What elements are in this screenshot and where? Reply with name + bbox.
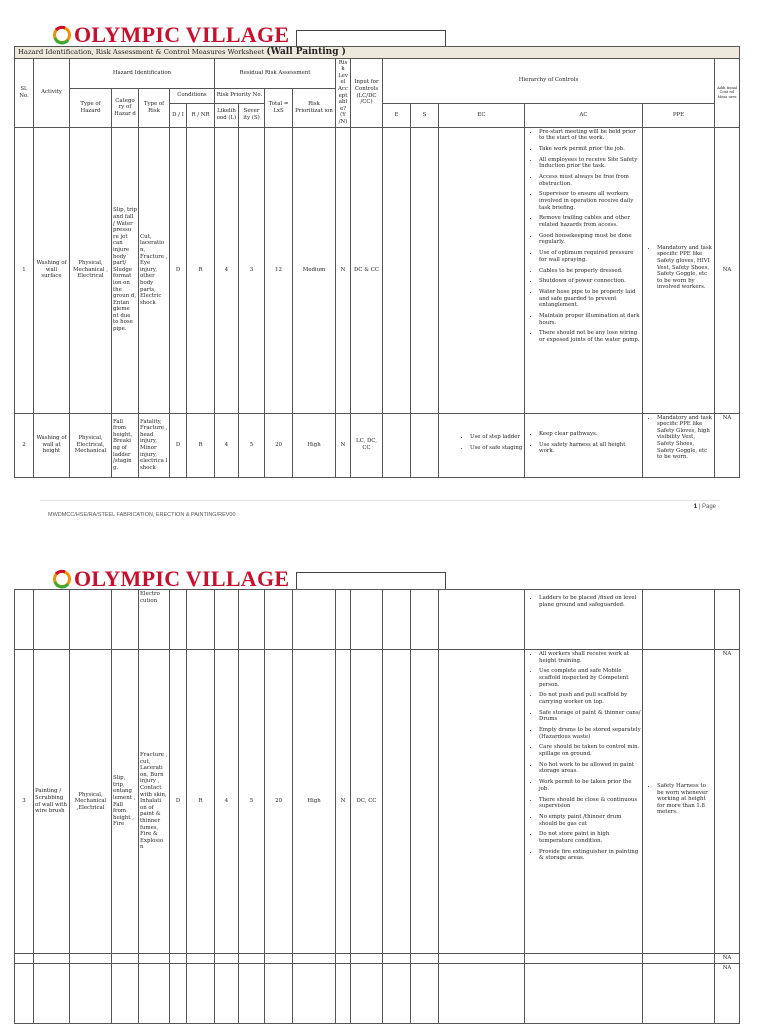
cell-type-of-hazard: Physical, Electrical, Mechanical xyxy=(70,413,112,477)
cell-s xyxy=(411,127,439,413)
cell-e xyxy=(383,127,411,413)
list-item: • Pre-start meeting will be held prior to the start of the work. xyxy=(539,129,641,142)
cell-d-i: D xyxy=(170,127,187,413)
cell-additional: NA xyxy=(715,413,740,477)
page-number: 1 | Page xyxy=(693,504,716,510)
header-severity: Sever ity (S) xyxy=(239,103,265,127)
list-item: • Empty drums to be stored separately (Hazardous waste) xyxy=(539,727,641,740)
risk-table-page-1 xyxy=(14,46,740,478)
cell-e xyxy=(383,413,411,477)
list-item: • Keep clear pathways. xyxy=(539,431,641,438)
cell-s xyxy=(411,413,439,477)
cell-input: LC, DC, CC xyxy=(351,413,383,477)
cell-total: 20 xyxy=(265,650,293,954)
header-r-nr: R / NR xyxy=(187,103,215,127)
ac-list xyxy=(526,129,641,344)
cell-category: Slip, trip, entang lement , Fall from height , Fire xyxy=(112,650,139,954)
cell-activity: Washing of wall surface xyxy=(34,127,70,413)
brand-name: OLYMPIC VILLAGE xyxy=(74,566,290,591)
list-item: • There should not be any lose wiring or exposed joints of the water pump. xyxy=(539,330,641,343)
list-item: • Use safety harness at all height work. xyxy=(539,442,641,455)
table-row xyxy=(15,127,740,413)
cell-risk: Electro cution xyxy=(139,590,170,650)
cell-sl: 2 xyxy=(15,413,34,477)
header-input-controls: Input for Controls (LC/DC /CC) xyxy=(351,58,383,127)
list-item: • Shutdown of power connection. xyxy=(539,278,641,285)
list-item: • Mandatory and task specific PPE like Safety gloves, HIVI Vest, Safety Shoes, Safety Goggle, etc to be worn by involved workers. xyxy=(657,245,713,291)
header-hierarchy: Hierarchy of Controls xyxy=(383,58,715,103)
cell-likelihood: 4 xyxy=(215,127,239,413)
ac-list xyxy=(526,595,641,608)
list-item: • There should be close & continuous supervision xyxy=(539,797,641,810)
ppe-list xyxy=(644,245,713,291)
list-item: • Supervisor to ensure all workers involved in operation receive daily task briefing. xyxy=(539,191,641,211)
cell-additional: NA xyxy=(715,650,740,954)
cell-severity: 3 xyxy=(239,127,265,413)
cell-additional: NA xyxy=(715,964,740,1024)
list-item: • Work permit to be taken prior the job. xyxy=(539,779,641,792)
cell-sl: 3 xyxy=(15,650,34,954)
cell-ac xyxy=(525,127,643,413)
list-item: • Cables to be properly dressed. xyxy=(539,268,641,275)
list-item: • All workers shall receive work at height training. xyxy=(539,651,641,664)
cell-risk: Fracture , cut, Lacerati on, Burn injury , Contact with skin, Inhalati on of paint & thinner fumes, Fire & Explosio n xyxy=(139,650,170,954)
table-row xyxy=(15,954,740,964)
list-item: • Ladders to be placed /fixed on level plane ground and safeguarded. xyxy=(539,595,641,608)
header-likelihood: Likelih ood (L) xyxy=(215,103,239,127)
cell-likelihood: 4 xyxy=(215,413,239,477)
list-item: • Good housekeeping must be done regularly. xyxy=(539,233,641,246)
cell-e xyxy=(383,650,411,954)
footer-divider xyxy=(40,500,720,501)
header-ppe: PPE xyxy=(643,103,715,127)
brand-logo xyxy=(52,22,289,48)
list-item: • Use of safe staging xyxy=(470,445,523,452)
cell-acceptable: N xyxy=(336,127,351,413)
cell-r-nr: R xyxy=(187,127,215,413)
cell-sl: 1 xyxy=(15,127,34,413)
ppe-list xyxy=(644,415,713,461)
list-item: • Safety Harness to be worn whenever working at height for more than 1.8 meters. xyxy=(657,783,713,816)
header-ec: EC xyxy=(439,103,525,127)
header-conditions: Conditions xyxy=(170,88,215,103)
list-item: • Care should be taken to control min. spillage on ground. xyxy=(539,744,641,757)
cell-likelihood: 4 xyxy=(215,650,239,954)
cell-type-of-hazard: Physical, Mechanical ,Electrical xyxy=(70,650,112,954)
list-item: • No hot work to be allowed in paint storage areas. xyxy=(539,762,641,775)
cell-ppe xyxy=(643,127,715,413)
header-ac: AC xyxy=(525,103,643,127)
cell-s xyxy=(411,650,439,954)
header-type-of-hazard: Type of Hazard xyxy=(70,88,112,127)
list-item: • Use of step ladder xyxy=(470,434,523,441)
header-activity: Activity xyxy=(34,58,70,127)
olympic-rings-icon xyxy=(52,25,72,45)
cell-ac xyxy=(525,590,643,650)
cell-total: 20 xyxy=(265,413,293,477)
cell-activity: Painting / Scrubbing of wall with wire brush xyxy=(34,650,70,954)
list-item: • Use of optimum required pressure for wall spraying. xyxy=(539,250,641,263)
cell-activity: Washing of wall at height xyxy=(34,413,70,477)
cell-priority: High xyxy=(293,650,336,954)
header-category: Catego ry of Hazar d xyxy=(112,88,139,127)
list-item: • Remove trailing cables and other related hazards from access. xyxy=(539,215,641,228)
ec-list xyxy=(440,434,523,451)
table-row xyxy=(15,650,740,954)
header-total: Total = LxS xyxy=(265,88,293,127)
cell-risk: Cut, laceratio n, Fracture , Eye injury, other body parts, Electric shock xyxy=(139,127,170,413)
header-sl-no: Sl. No. xyxy=(15,58,34,127)
cell-acceptable: N xyxy=(336,413,351,477)
header-blank-field xyxy=(296,572,446,590)
cell-input: DC, CC xyxy=(351,650,383,954)
cell-risk: Fatality, Fracture , head injury, Minor injury, electrica l shock xyxy=(139,413,170,477)
header-type-of-risk: Type of Risk xyxy=(139,88,170,127)
risk-table-page-2 xyxy=(14,589,740,1024)
cell-type-of-hazard: Physical, Mechanical , Electrical xyxy=(70,127,112,413)
list-item: • No empty paint /thinner drum should be gas cut xyxy=(539,814,641,827)
cell-severity: 5 xyxy=(239,650,265,954)
cell-acceptable: N xyxy=(336,650,351,954)
cell-d-i: D xyxy=(170,650,187,954)
cell-ec xyxy=(439,650,525,954)
page-2 xyxy=(0,560,768,1024)
cell-r-nr: R xyxy=(187,413,215,477)
cell-severity: 5 xyxy=(239,413,265,477)
ppe-list xyxy=(644,783,713,816)
header-additional-controls: Addi tional Cont rol Meas ures xyxy=(715,58,740,127)
list-item: • Water hose pipe to be properly laid and safe guarded to prevent entanglement. xyxy=(539,289,641,309)
header-risk-priority: Risk Priority No. xyxy=(215,88,265,103)
cell-total: 12 xyxy=(265,127,293,413)
cell-r-nr: R xyxy=(187,650,215,954)
cell-input: DC & CC xyxy=(351,127,383,413)
header-residual-risk: Residual Risk Assessment xyxy=(215,58,336,88)
document-reference: MWDMCC/HSE/RA/STEEL FABRICATION, ERECTION & PAINTING/REV00 xyxy=(48,512,236,518)
list-item: • All employees to receive Site Safety Induction prior the task. xyxy=(539,157,641,170)
brand-name: OLYMPIC VILLAGE xyxy=(74,22,290,47)
cell-ac xyxy=(525,650,643,954)
header-e: E xyxy=(383,103,411,127)
cell-ppe xyxy=(643,650,715,954)
list-item: • Take work permit prior the job. xyxy=(539,146,641,153)
cell-ec xyxy=(439,127,525,413)
cell-ec xyxy=(439,413,525,477)
header-risk-acceptable: Ris k Lev el Acc ept abl e? (Y /N) xyxy=(336,58,351,127)
header-hazard-identification: Hazard Identification xyxy=(70,58,215,88)
table-row xyxy=(15,964,740,1024)
table-row xyxy=(15,590,740,650)
header-d-i: D / I xyxy=(170,103,187,127)
list-item: • Provide fire extinguisher in painting & storage areas. xyxy=(539,849,641,862)
cell-additional: NA xyxy=(715,954,740,964)
list-item: • Maintain proper illumination at dark hours. xyxy=(539,313,641,326)
list-item: • Mandatory and task specific PPE like Safety Gloves, high visibility Vest, Safety Shoes, Safety Goggle, etc to be worn. xyxy=(657,415,713,461)
worksheet-title: Hazard Identification, Risk Assessment & Control Measures Worksheet (Wall Painting ) xyxy=(15,47,740,59)
ac-list xyxy=(526,431,641,455)
cell-priority: High xyxy=(293,413,336,477)
cell-priority: Medium xyxy=(293,127,336,413)
header-prioritization: Risk Prioritizat ion xyxy=(293,88,336,127)
cell-additional: NA xyxy=(715,127,740,413)
list-item: • Safe storage of paint & thinner cans/ Drums xyxy=(539,710,641,723)
list-item: • Do not store paint in high temperature condition. xyxy=(539,831,641,844)
cell-d-i: D xyxy=(170,413,187,477)
header-s: S xyxy=(411,103,439,127)
list-item: • Do not push and pull scaffold by carrying worker on top. xyxy=(539,692,641,705)
list-item: • Access must always be free from obstruction. xyxy=(539,174,641,187)
table-row xyxy=(15,413,740,477)
cell-category: Fall from height, Breaki ng of ladder /stagin g. xyxy=(112,413,139,477)
olympic-rings-icon xyxy=(52,569,72,589)
list-item: • Use complete and safe Mobile scaffold inspected by Competent person. xyxy=(539,668,641,688)
cell-ppe xyxy=(643,413,715,477)
cell-category: Slip, trip and fall / Water pressu re jet can injure body part/ Sludge format ion on the groun d, Entan gleme nt due to hose pipe. xyxy=(112,127,139,413)
ac-list xyxy=(526,651,641,862)
cell-ac xyxy=(525,413,643,477)
